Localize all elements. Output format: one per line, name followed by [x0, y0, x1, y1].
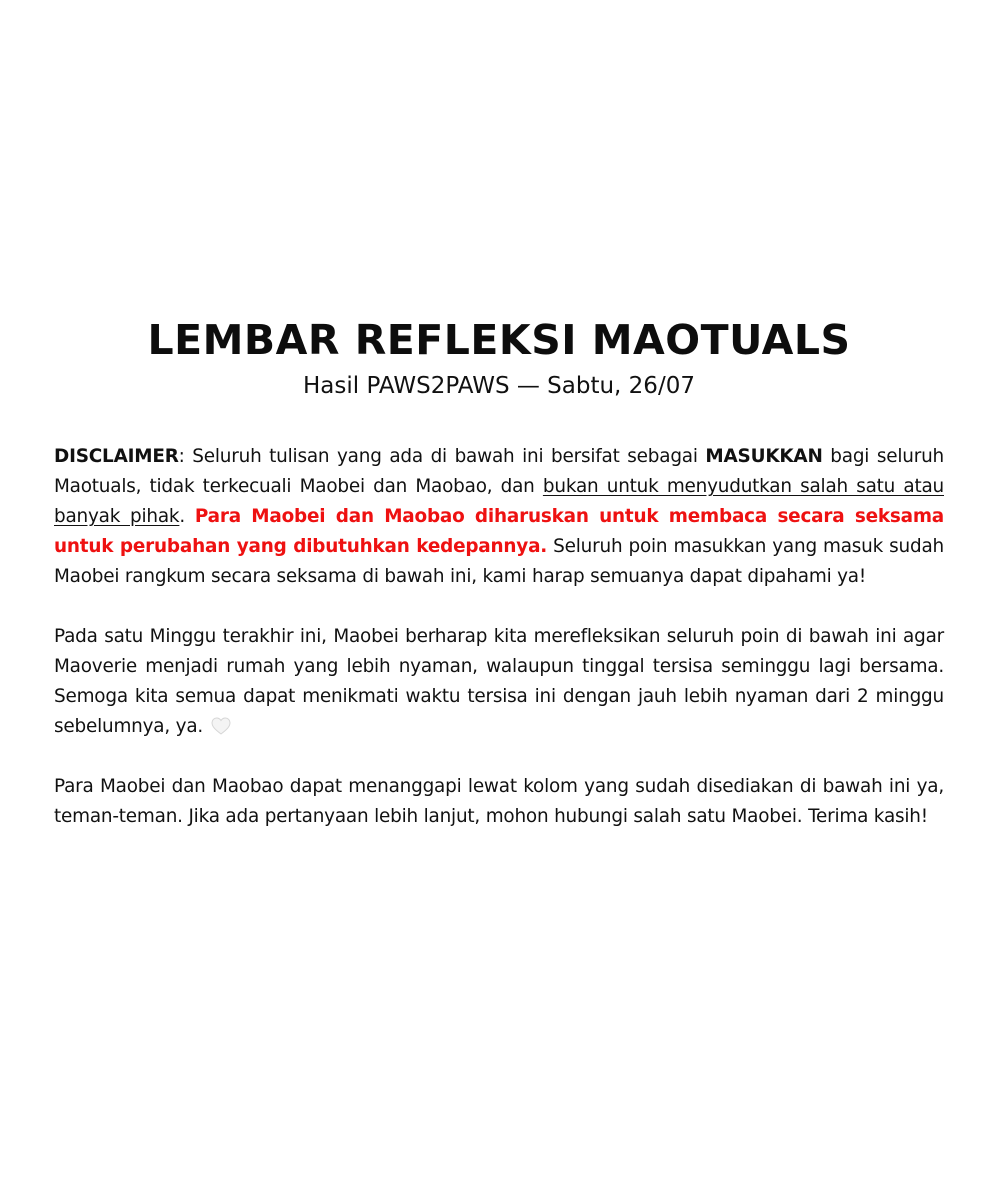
- response-paragraph: [54, 772, 944, 832]
- document-page: [54, 316, 944, 832]
- reflection-paragraph: [54, 622, 944, 742]
- page-title: LEMBAR REFLEKSI MAOTUALS: [147, 316, 851, 364]
- disclaimer-label: DISCLAIMER: [54, 446, 179, 467]
- reflection-text: Pada satu Minggu terakhir ini, Maobei berharap kita merefleksikan seluruh poin di bawah ini agar Maoverie menjadi rumah yang lebih nyaman, walaupun tinggal tersisa seminggu lagi bersama. Semoga kita semua dapat menikmati waktu tersisa ini dengan jauh lebih nyaman dari 2 minggu sebelumnya, ya.: [54, 626, 944, 737]
- page-subtitle: Hasil PAWS2PAWS — Sabtu, 26/07: [303, 373, 695, 399]
- white-heart-icon: [211, 715, 231, 733]
- masukkan-emphasis: MASUKKAN: [705, 446, 823, 467]
- underlined-phrase: bukan untuk menyudutkan salah satu atau banyak pihak: [54, 476, 944, 527]
- disclaimer-text-3: .: [179, 506, 195, 527]
- disclaimer-text-4: Seluruh poin masukkan yang masuk sudah Maobei rangkum secara seksama di bawah ini, kami harap semuanya dapat dipahami ya!: [54, 536, 944, 587]
- disclaimer-text-1: : Seluruh tulisan yang ada di bawah ini bersifat sebagai: [178, 446, 706, 467]
- disclaimer-text-2: bagi seluruh Maotuals, tidak terkecuali Maobei dan Maobao, dan: [54, 446, 944, 497]
- response-text: Para Maobei dan Maobao dapat menanggapi lewat kolom yang sudah disediakan di bawah ini ya, teman-teman. Jika ada pertanyaan lebih lanjut, mohon hubungi salah satu Maobei. Terima kasih!: [54, 776, 944, 827]
- red-notice: Para Maobei dan Maobao diharuskan untuk membaca secara seksama untuk perubahan yang dibutuhkan kedepannya.: [54, 506, 944, 557]
- disclaimer-paragraph: [54, 442, 944, 592]
